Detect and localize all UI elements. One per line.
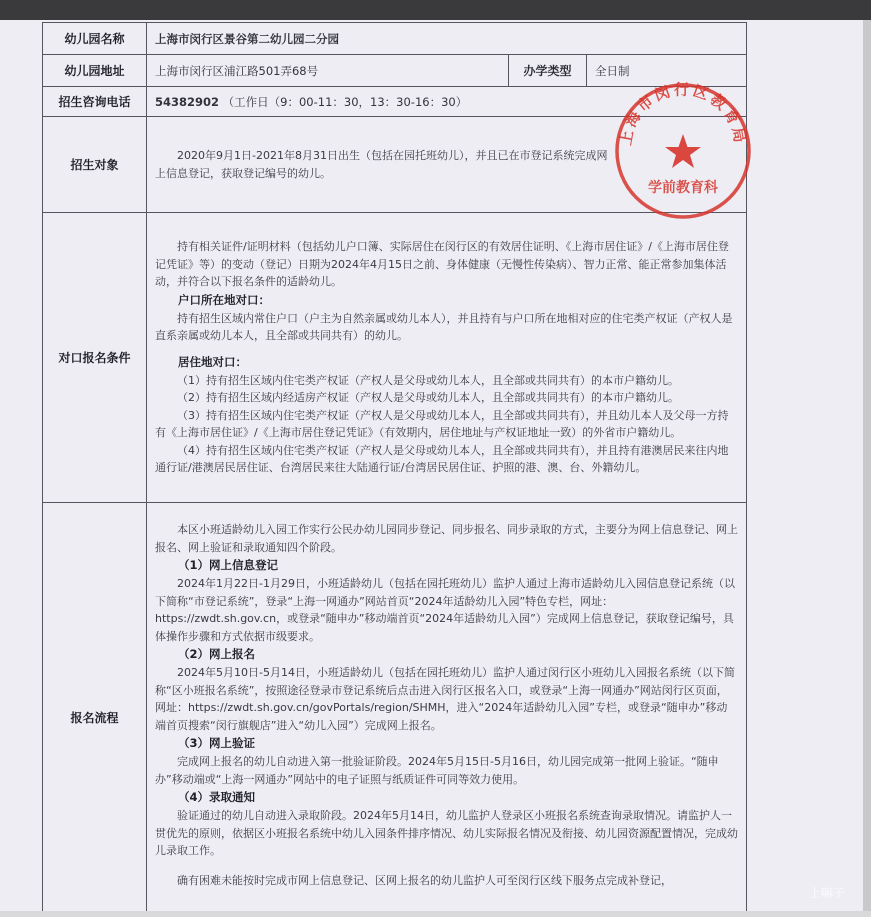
process-intro: 本区小班适龄幼儿入园工作实行公民办幼儿园同步登记、同步报名、同步录取的方式，主要分为网上信息登记、网上报名、网上验证和录取通知四个阶段。 [155, 523, 738, 554]
enrollment-target-label: 招生对象 [43, 117, 147, 213]
bottom-edge-bar [0, 911, 871, 917]
process-label: 报名流程 [43, 503, 147, 912]
hukou-text: 持有招生区域内常住户口（户主为自然亲属或幼儿本人），并且持有与户口所在地相对应的住宅类产权证（产权人是直系亲属或幼儿本人，且全部或共同共有）的幼儿。 [155, 311, 733, 343]
conditions-label: 对口报名条件 [43, 213, 147, 503]
step4-text: 验证通过的幼儿自动进入录取阶段。2024年5月14日，幼儿监护人登录区小班报名系统查询录取情况。请监护人一贯优先的原则，依据区小班报名系统中幼儿入园条件排序情况、幼儿实际报名情况及衔接、幼儿园资源配置情况，完成幼儿录取工作。 [155, 809, 738, 857]
enrollment-phone-label: 招生咨询电话 [43, 87, 147, 117]
school-type-label: 办学类型 [509, 55, 587, 87]
residence-item-4: （4）持有招生区域内住宅类产权证（产权人是父母或幼儿本人，且全部或共同共有），并且持有港澳居民来往内地通行证/港澳居民居住证、台湾居民来往大陆通行证/台湾居民居住证、护照的港、澳、台、外籍幼儿。 [155, 443, 729, 475]
hukou-heading: 户口所在地对口： [178, 292, 270, 307]
process-cell [147, 503, 747, 912]
step4-heading: （4）录取通知 [178, 790, 256, 804]
scanned-document [0, 20, 863, 911]
step1-heading: （1）网上信息登记 [178, 558, 279, 572]
step2-text: 2024年5月10日-5月14日，小班适龄幼儿（包括在园托班幼儿）监护人通过闵行区小班幼儿入园报名系统（以下简称“区小班报名系统”，按照途径登录市登记系统后点击进入闵行区报名入口，或登录“上海一网通办”网站闵行区页面，网址：https://zwdt.sh.gov.cn/govPortals/region/SHMH，进入“2024年适龄幼儿入园”专栏，或登录“随申办”移动端首页搜索“闵行旗舰店”进入“幼儿入园”）完成网上报名。 [155, 666, 735, 732]
step1-text: 2024年1月22日-1月29日，小班适龄幼儿（包括在园托班幼儿）监护人通过上海市适龄幼儿入园信息登记系统（以下简称“市登记系统”，登录“上海一网通办”网站首页“2024年适龄幼儿入园”特色专栏，网址：https://zwdt.sh.gov.cn，或登录“随申办”移动端首页“2024年适龄幼儿入园”）完成网上信息登记，获取登记编号，具体操作步骤和方式依据市级要求。 [155, 577, 735, 643]
phone-number: 54382902 [155, 94, 220, 109]
right-edge-strip [863, 20, 871, 917]
top-window-bar [0, 0, 871, 20]
row-process [43, 503, 747, 912]
conditions-intro: 持有相关证件/证明材料（包括幼儿户口簿、实际居住在闵行区的有效居住证明、《上海市居住证》/《上海市居住登记凭证》等）的变动（登记）日期为2024年4月15日之前、身体健康（无慢性传染病）、智力正常、能正常参加集体活动，并符合以下报名条件的适龄幼儿。 [155, 240, 729, 289]
row-conditions [43, 213, 747, 503]
kindergarten-name-value: 上海市闵行区景谷第二幼儿园二分园 [147, 23, 747, 55]
step3-heading: （3）网上验证 [178, 736, 256, 750]
kindergarten-address-label: 幼儿园地址 [43, 55, 147, 87]
residence-heading: 居住地对口： [178, 354, 247, 369]
kindergarten-name-label: 幼儿园名称 [43, 23, 147, 55]
kindergarten-address-value: 上海市闵行区浦江路501弄68号 [147, 55, 509, 87]
seal-outer-text: 上海市闵行区教育局 [616, 80, 750, 147]
residence-item-2: （2）持有招生区域内经适房产权证（产权人是父母或幼儿本人，且全部或共同共有）的本市户籍幼儿。 [177, 391, 679, 405]
conditions-cell [147, 213, 747, 503]
school-type-value: 全日制 [587, 55, 747, 87]
final-text: 确有困难未能按时完成市网上信息登记、区网上报名的幼儿监护人可至闵行区线下服务点完成补登记， [177, 873, 672, 887]
residence-item-1: （1）持有招生区域内住宅类产权证（产权人是父母或幼儿本人，且全部或共同共有）的本市户籍幼儿。 [177, 373, 679, 387]
row-kindergarten-name [43, 23, 747, 55]
watermark-label: 上嘛子 [808, 886, 845, 900]
phone-hours: （工作日（9：00-11：30，13：30-16：30） [222, 94, 468, 109]
step2-heading: （2）网上报名 [178, 647, 256, 661]
residence-item-3: （3）持有招生区域内住宅类产权证（产权人是父母或幼儿本人，且全部或共同共有），并且幼儿本人及父母一方持有《上海市居住证》/《上海市居住登记凭证》（有效期内，居住地址与产权证地址一致）的外省市户籍幼儿。 [155, 408, 729, 440]
official-seal-icon [612, 80, 754, 222]
enrollment-target-text: 2020年9月1日-2021年8月31日出生（包括在园托班幼儿），并且已在市登记系统完成网上信息登记，获取登记编号的幼儿。 [155, 149, 608, 180]
seal-inner-text: 学前教育科 [648, 180, 718, 196]
step3-text: 完成网上报名的幼儿自动进入第一批验证阶段。2024年5月15日-5月16日，幼儿园完成第一批网上验证。“随申办”移动端或“上海一网通办”网站中的电子证照与纸质证件可同等效力使用。 [155, 755, 719, 786]
